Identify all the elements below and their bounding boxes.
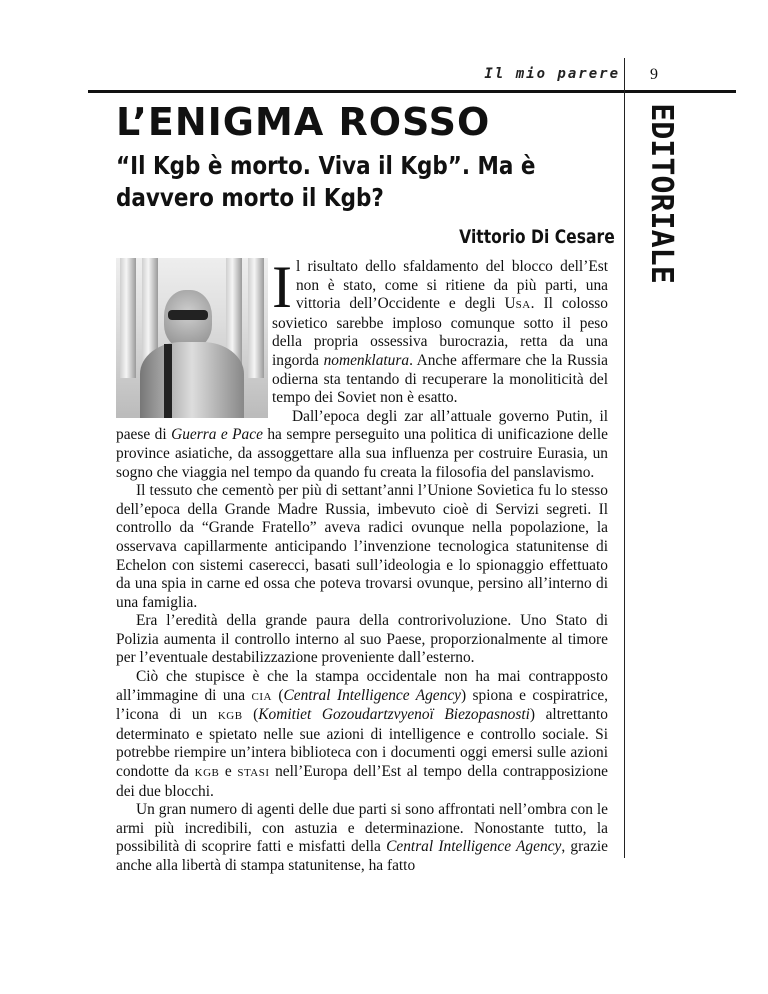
paragraph: Era l’eredità della grande paura della controrivoluzione. Uno Stato di Polizia aumenta il controllo interno al suo Paese, proporzionalmente al timore per l’eventuale destabilizzazione proveniente dall’esterno. [116,612,608,667]
paragraph: Dall’epoca degli zar all’attuale governo Putin, il paese di Guerra e Pace ha sempre perseguito una politica di unificazione delle province asiatiche, da assoggettare alla sua influenza per costruire Eurasia, un sogno che viaggia nel tempo da quando fu creata la filosofia del panslavismo. [116,407,608,481]
paragraph: Il risultato dello sfaldamento del blocco dell’Est non è stato, come si ritiene da più parti, una vittoria dell’Occidente e degli USA. Il colosso sovietico sarebbe imploso comunque sotto il peso della propria ossessiva burocrazia, retta da una ingorda nomenklatura. Anche affermare che la Russia odierna sta tentando di recuperare la monoliticità del tempo dei Soviet non è esatto. [272,254,608,407]
side-label-text: EDITORIALE [643,102,679,284]
drop-cap: I [272,254,292,320]
column-divider [624,58,625,858]
article-body [116,254,609,876]
running-header: Il mio parere [484,66,620,82]
header-rule [88,90,736,93]
paragraph: Un gran numero di agenti delle due parti si sono affrontati nell’ombra con le armi più incredibili, con astuzia e determinazione. Nonostante tutto, la possibilità di scoprire fatti e misfatti della Central Intelligence Agency, grazie anche alla libertà di stampa statunitense, ha fatto [116,801,609,874]
subtitle: “Il Kgb è morto. Viva il Kgb”. Ma è davvero morto il Kgb? [116,151,536,212]
author-byline: Vittorio Di Cesare [459,226,615,248]
headline: L’ENIGMA ROSSO [116,100,491,144]
page-number: 9 [650,66,658,83]
paragraph: Ciò che stupisce è che la stampa occidentale non ha mai contrapposto all’immagine di una CIA (Central Intelligence Agency) spiona e cospiratrice, l’icona di un KGB (Komitiet Gozoudartzvyenoï Biezopasnosti) altrettanto determinato e spietato nelle sue azioni di intelligence e controllo sociale. Si potrebbe riempire un’intera biblioteca con i documenti oggi emersi sulle azioni condotte da KGB e STASI nell’Europa dell’Est al tempo della contrapposizione dei due blocchi. [116,668,609,800]
paragraph: Il tessuto che cementò per più di settant’anni l’Unione Sovietica fu lo stesso dell’epoca della Grande Madre Russia, imbevuto cioè di Servizi segreti. Il controllo da “Grande Fratello” aveva radici ovunque nella popolazione, la osservava capillarmente anticipando l’invenzione tecnologica statunitense di Echelon con sistemi caserecci, basati sull’ideologia e lo spionaggio effettuato da una spia in carne ed ossa che poteva trovarsi ovunque, persino all’interno di una famiglia. [116,482,608,611]
section-side-label [640,102,682,284]
